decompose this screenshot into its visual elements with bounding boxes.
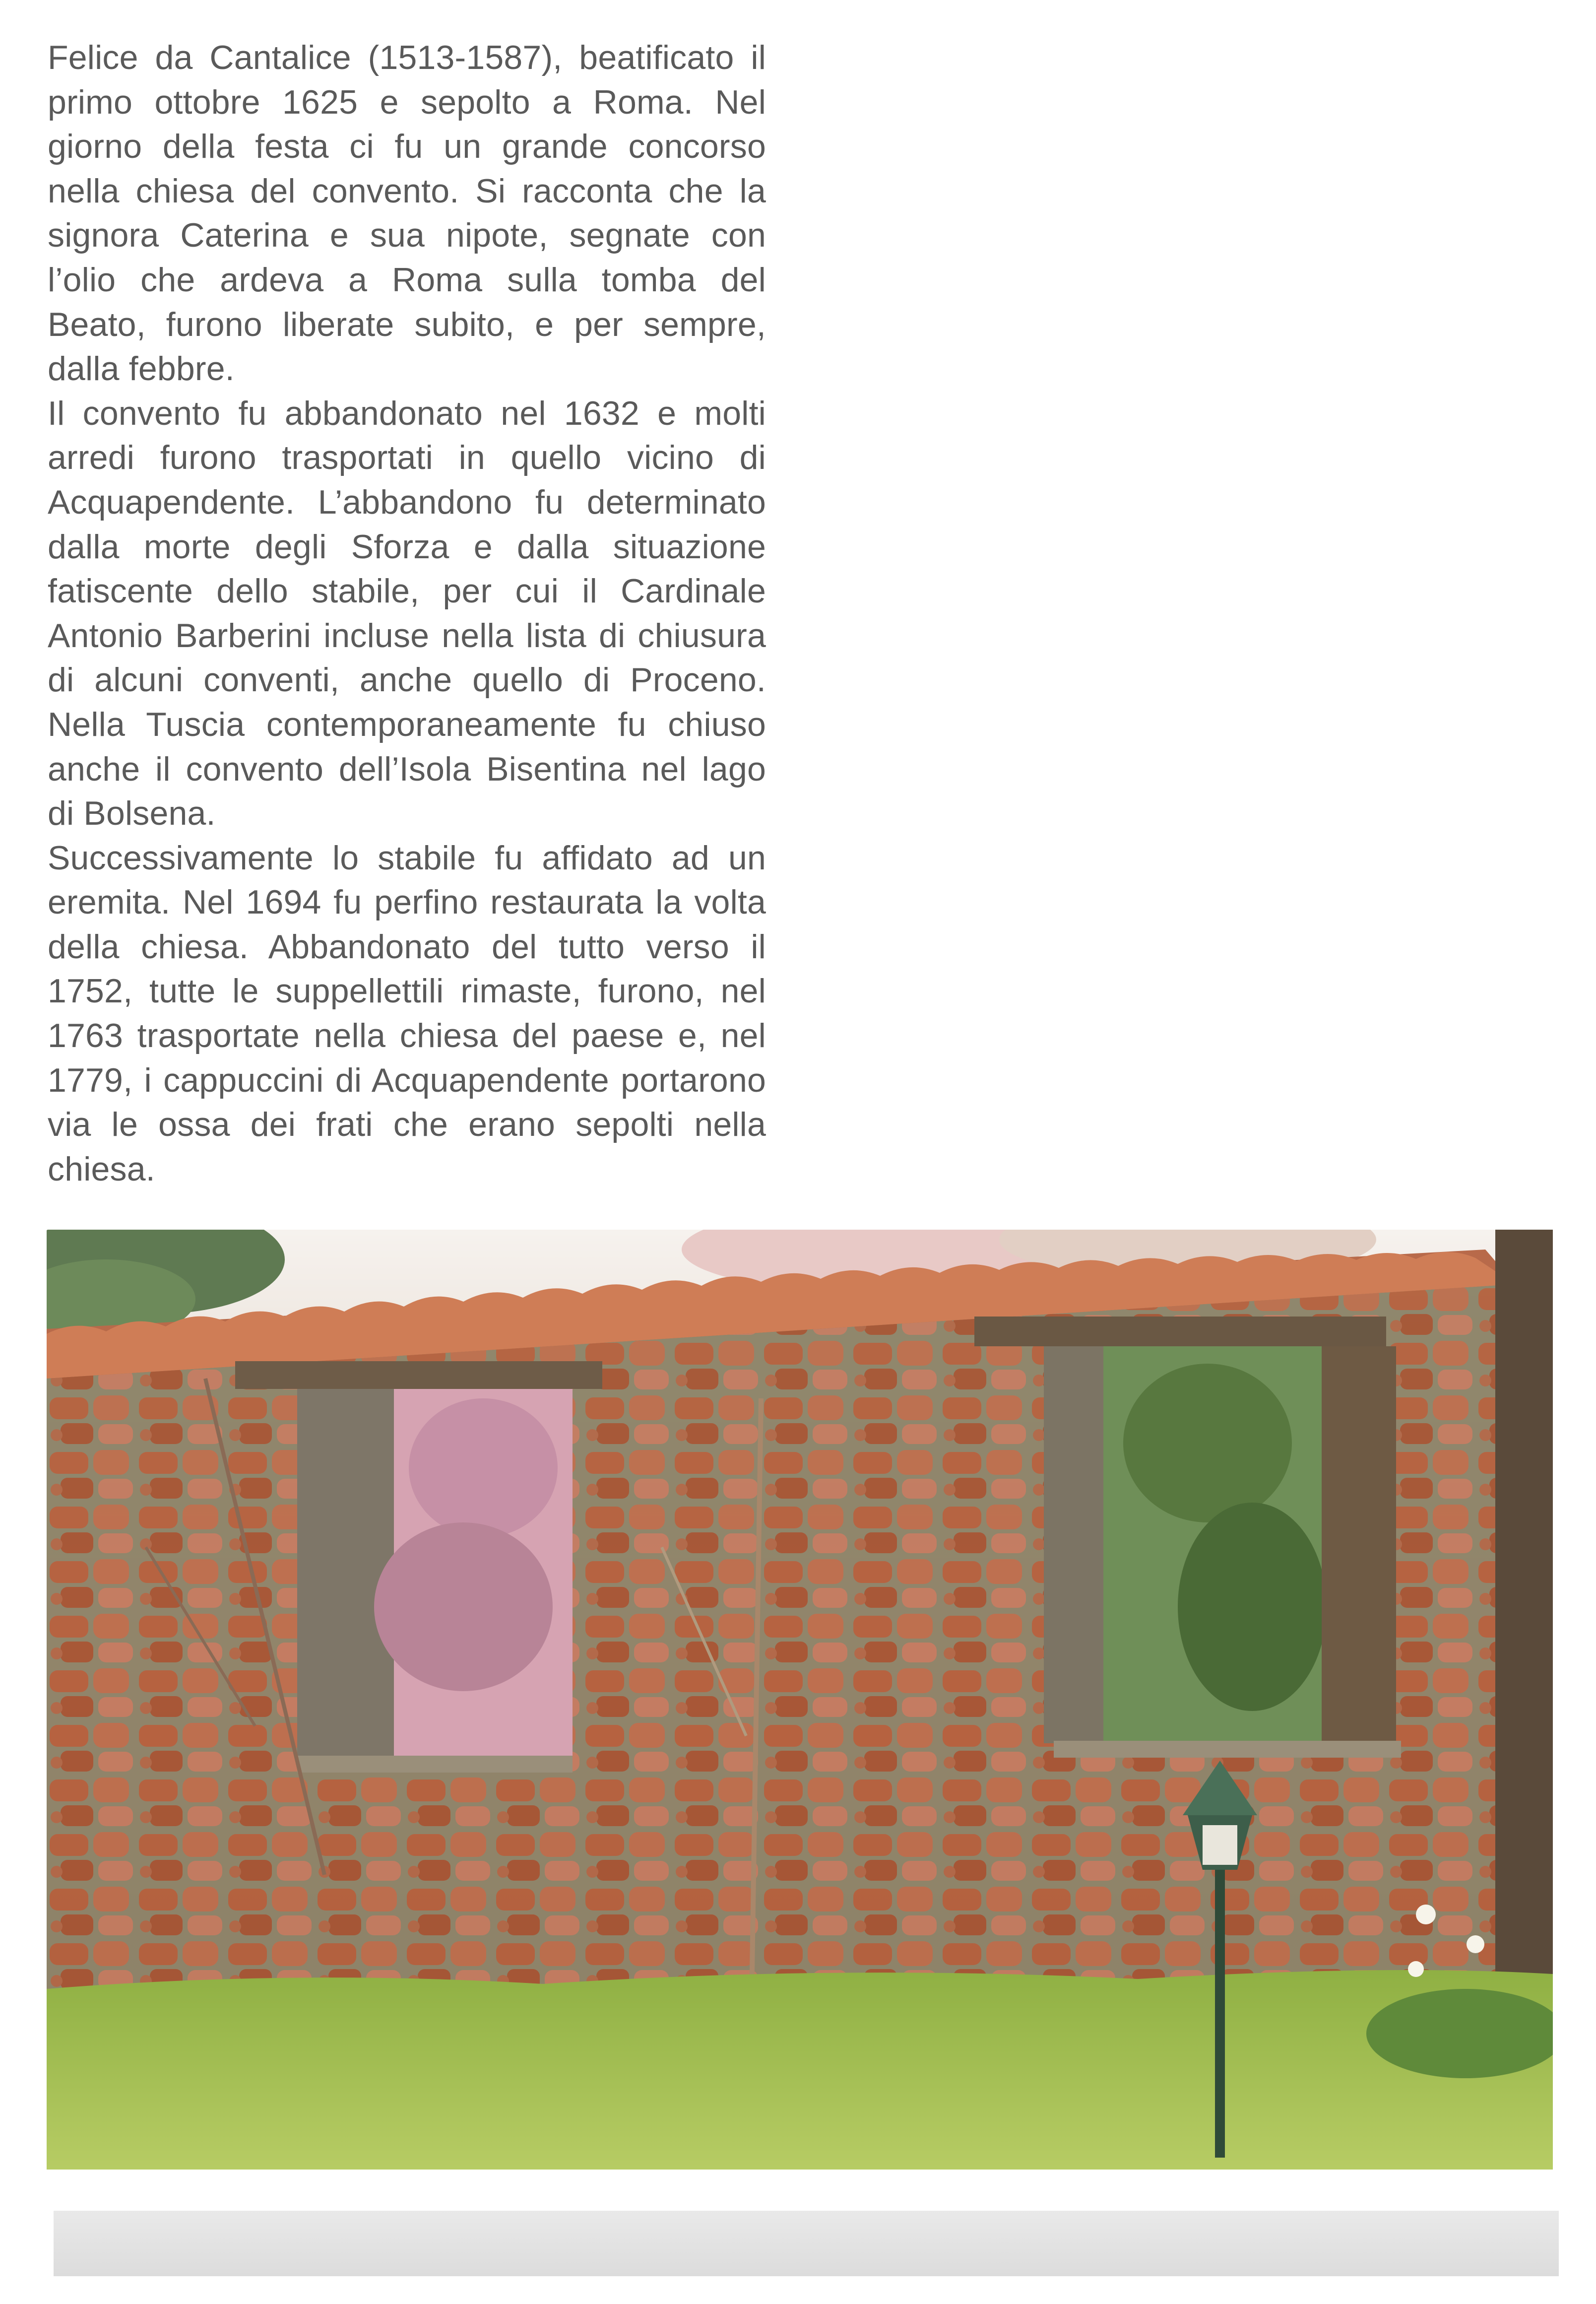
paragraph-2: Il convento fu abbandonato nel 1632 e molti arredi furono trasportati in quello vicino di Acquapendente. L’abbandono fu determinato dalla morte degli Sforza e dalla situazione fatiscente dello stabile, per cui il Cardinale Antonio Barberini incluse nella lista di chiusura di alcuni conventi, anche quello di Proceno. Nella Tuscia contemporaneamente fu chiuso anche il convento dell’Isola Bisentina nel lago di Bolsena. (48, 394, 766, 833)
paragraph-3: Successivamente lo stabile fu affidato ad un eremita. Nel 1694 fu perfino restaurata la volta della chiesa. Abbandonato del tutto verso il 1752, tutte le suppellettili rimaste, furono, nel 1763 trasportate nella chiesa del paese e, nel 1779, i cappuccini di Acquapendente portarono via le ossa dei frati che erano sepolti nella chiesa. (48, 839, 766, 1188)
paragraph-1: Felice da Cantalice (1513-1587), beatificato il primo ottobre 1625 e sepolto a Roma. Nel giorno della festa ci fu un grande concorso nella chiesa del convento. Si racconta che la signora Caterina e sua nipote, segnate con l’olio che ardeva a Roma sulla tomba del Beato, furono liberate subito, e per sempre, dalla febbre. (48, 39, 766, 388)
body-text (48, 36, 766, 1191)
footer-band (54, 2211, 1559, 2276)
photo-ruined-convent-wall (47, 1230, 1553, 2170)
